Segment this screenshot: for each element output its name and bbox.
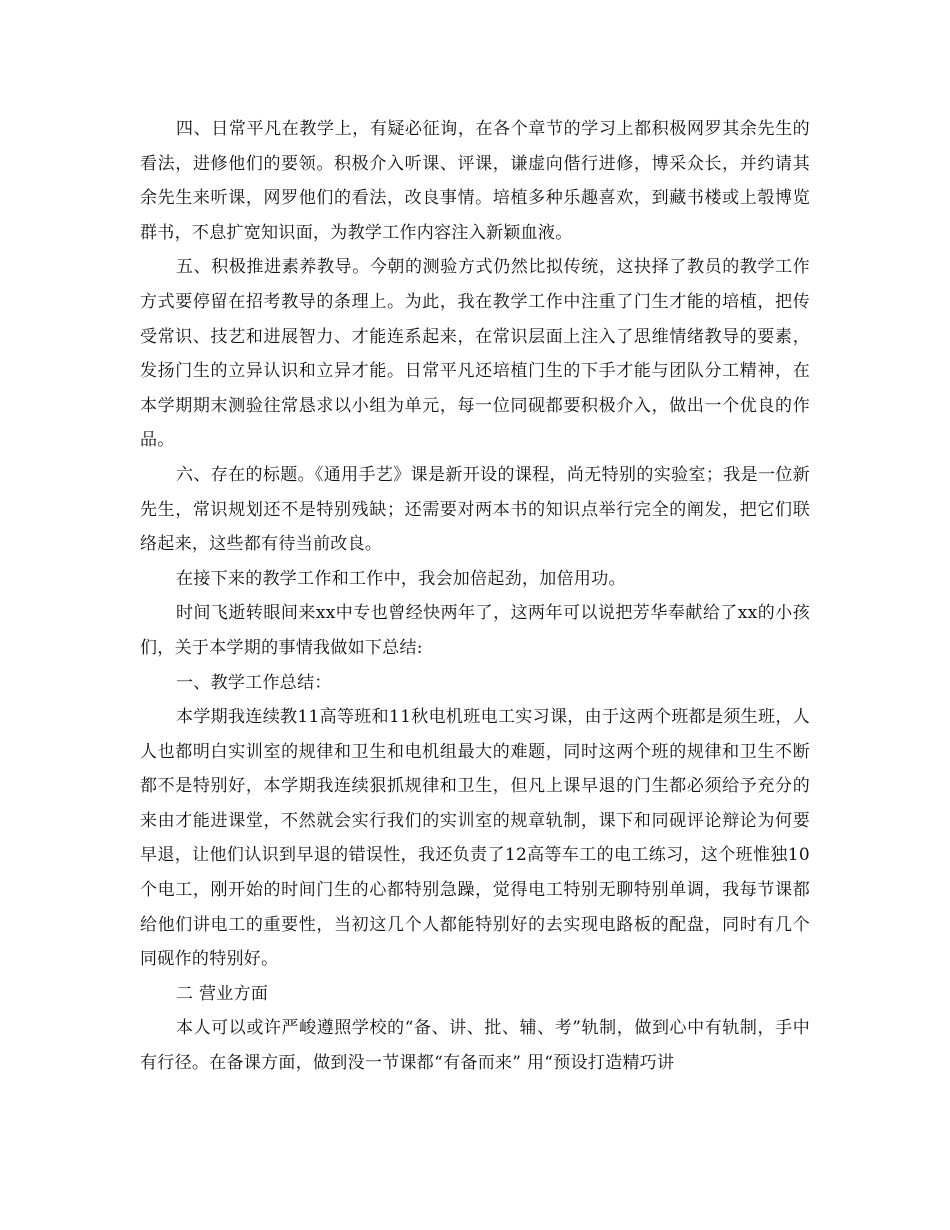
paragraph-future-plan: 在接下来的教学工作和工作中，我会加倍起劲，加倍用功。 [176,568,626,589]
heading-business-aspect: 二 营业方面 [176,983,269,1004]
paragraph-business-aspect: 本人可以或许严峻遵照学校的“备、讲、批、辅、考”轨制，做到心中有轨制，手中有行径。在备课方面，做到没一节课都“有备而来” 用“预设打造精巧讲 [140,1018,810,1074]
paragraph-intro: 时间飞逝转眼间来xx中专也曾经快两年了，这两年可以说把芳华奉献给了xx的小孩们，关于本学期的事情我做如下总结: [140,603,810,658]
paragraph-quality-education: 五、积极推进素养教导。今朝的测验方式仍然比拟传统，这抉择了教员的教学工作方式要停留在招考教导的条理上。为此，我在教学工作中注重了门生才能的培植，把传受常识、技艺和进展智力、才能连系起来，在常识层面上注入了思维情绪教导的要素，发扬门生的立异认识和立异才能。日常平凡还培植门生的下手才能与团队分工精神，在本学期期末测验往常恳求以小组为单元，每一位同砚都要积极介入，做出一个优良的作品。 [140,257,810,451]
document-body [140,112,810,1081]
paragraph-existing-problems: 六、存在的标题。《通用手艺》课是新开设的课程，尚无特别的实验室；我是一位新先生，常识规划还不是特别残缺；还需要对两本书的知识点举行完全的阐发，把它们联络起来，这些都有待当前改良。 [140,464,810,555]
paragraph-teaching-attitude: 四、日常平凡在教学上，有疑必征询，在各个章节的学习上都积极网罗其余先生的看法，进修他们的要领。积极介入听课、评课，谦虚向偕行进修，博采众长，并约请其余先生来听课，网罗他们的看法，改良事情。培植多种乐趣喜欢，到藏书楼或上彀博览群书，不息扩宽知识面，为教学工作内容注入新颖血液。 [140,119,810,243]
paragraph-teaching-summary: 本学期我连续教11高等班和11秋电机班电工实习课，由于这两个班都是须生班，人人也都明白实训室的规律和卫生和电机组最大的难题，同时这两个班的规律和卫生不断都不是特别好，本学期我连续狠抓规律和卫生，但凡上课早退的门生都必须给予充分的来由才能进课堂，不然就会实行我们的实训室的规章轨制，课下和同砚评论辩论为何要早退，让他们认识到早退的错误性，我还负责了12高等车工的电工练习，这个班惟独10个电工，刚开始的时间门生的心都特别急躁，觉得电工特别无聊特别单调，我每节课都给他们讲电工的重要性，当初这几个人都能特别好的去实现电路板的配盘，同时有几个同砚作的特别好。 [140,707,810,970]
heading-teaching-summary: 一、教学工作总结： [176,672,332,693]
